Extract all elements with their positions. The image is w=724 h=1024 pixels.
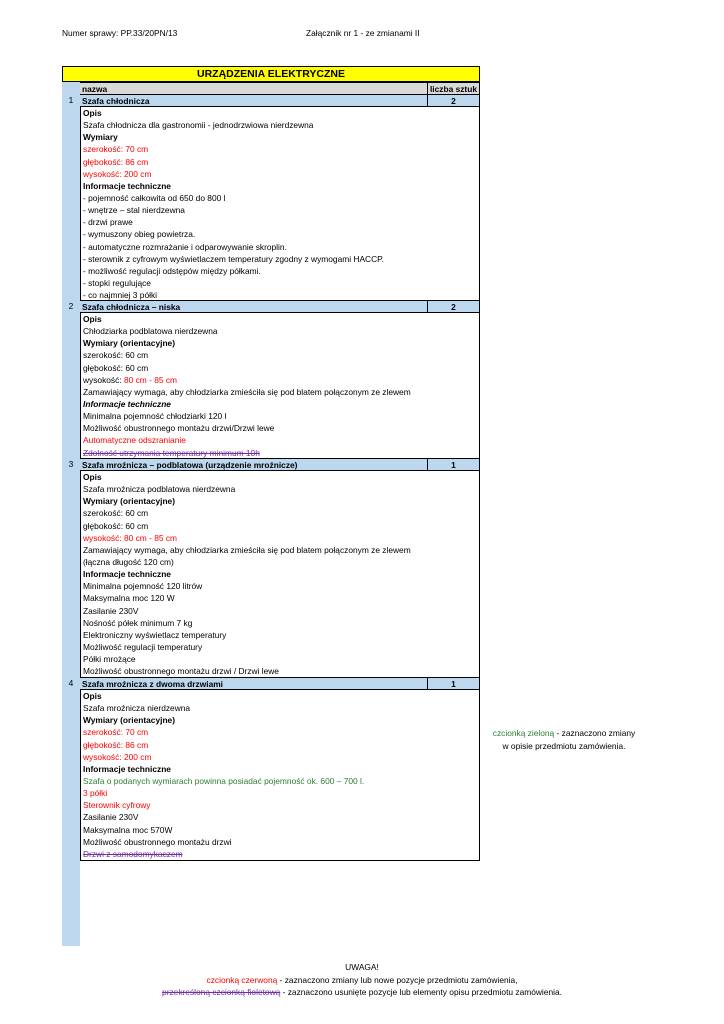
- description-line: (łączna długość 120 cm): [83, 556, 174, 567]
- item-description: [80, 107, 480, 301]
- description-line: Szafa mroźnicza nierdzewna: [83, 703, 191, 714]
- side-legend-note: [486, 727, 642, 752]
- item-quantity: 1: [427, 458, 480, 471]
- purple-font-label: przekreśloną czcionką fioletową: [162, 987, 281, 997]
- description-line: wysokość: 80 cm - 85 cm: [83, 532, 178, 543]
- description-line: Możliwość obustronnego montażu drzwi/Drzwi lewe: [83, 423, 275, 434]
- item-row: [62, 677, 480, 689]
- attachment-label: Załącznik nr 1 - ze zmianami II: [306, 28, 420, 38]
- description-line: Maksymalna moc 570W: [83, 824, 173, 835]
- item-name: Szafa mroźnicza z dwoma drzwiami: [80, 677, 427, 690]
- description-line: Minimalna pojemność chłodziarki 120 l: [83, 411, 227, 422]
- description-line: - pojemność całkowita od 650 do 800 l: [83, 192, 226, 203]
- description-line: Szafa o podanych wymiarach powinna posiadać pojemność ok. 600 – 700 l.: [83, 775, 365, 786]
- item-description: [80, 471, 480, 678]
- item-name: Szafa chłodnicza: [80, 94, 427, 107]
- description-line: Informacje techniczne: [83, 569, 171, 580]
- description-line: wysokość: 200 cm: [83, 168, 152, 179]
- description-line: Informacje techniczne: [83, 180, 171, 191]
- red-font-label: czcionką czerwoną: [206, 974, 278, 985]
- description-line: Zasilanie 230V: [83, 812, 139, 823]
- description-line: Automatyczne odszranianie: [83, 435, 186, 446]
- description-line: Zamawiający wymaga, aby chłodziarka zmieściła się pod blatem połączonym ze zlewem: [83, 386, 411, 397]
- description-line: - możliwość regulacji odstępów między półkami.: [83, 265, 261, 276]
- item-description: [80, 690, 480, 861]
- description-line: Opis: [83, 108, 102, 118]
- description-line: Szafa chłodnicza dla gastronomii - jednodrzwiowa nierdzewna: [83, 120, 314, 131]
- description-line: głębokość: 86 cm: [83, 739, 149, 750]
- description-line: - co najmniej 3 półki: [83, 290, 158, 301]
- description-line: Wymiary (orientacyjne): [83, 496, 176, 507]
- description-line: Informacje techniczne: [83, 763, 171, 774]
- description-line: Zdolność utrzymania temperatury minimum 10h: [83, 447, 260, 458]
- description-line: Minimalna pojemność 120 litrów: [83, 581, 203, 592]
- description-line: Chłodziarka podblatowa nierdzewna: [83, 326, 218, 337]
- side-note-text-2: w opisie przedmiotu zamówienia.: [502, 740, 626, 751]
- item-row: [62, 458, 480, 470]
- description-line: Możliwość obustronnego montażu drzwi: [83, 836, 232, 847]
- description-line: - wymuszony obieg powietrza.: [83, 229, 196, 240]
- footer-warning: UWAGA!: [345, 962, 379, 972]
- description-line: Opis: [83, 691, 102, 701]
- footer-legend: [62, 961, 662, 999]
- description-line: głębokość: 60 cm: [83, 362, 149, 373]
- description-line: Możliwość obustronnego montażu drzwi / Drzwi lewe: [83, 666, 279, 677]
- description-line: Wymiary (orientacyjne): [83, 715, 176, 726]
- description-line: Nośność półek minimum 7 kg: [83, 617, 193, 628]
- description-line: - drzwi prawe: [83, 217, 133, 228]
- description-line: głębokość: 86 cm: [83, 156, 149, 167]
- description-line: Szafa mroźnicza podblatowa nierdzewna: [83, 484, 236, 495]
- column-header-name: nazwa: [80, 82, 427, 95]
- description-line: Sterownik cyfrowy: [83, 800, 151, 811]
- footer-purple-text: - zaznaczono usunięte pozycje lub elementy opisu przedmiotu zamówienia.: [280, 987, 562, 997]
- description-line: Maksymalna moc 120 W: [83, 593, 175, 604]
- description-line: głębokość: 60 cm: [83, 520, 149, 531]
- description-line: - sterownik z cyfrowym wyświetlaczem temperatury zgodny z wymogami HACCP.: [83, 253, 384, 264]
- item-description: [80, 313, 480, 459]
- description-line: Wymiary: [83, 132, 118, 143]
- description-line: Zasilanie 230V: [83, 605, 139, 616]
- description-line: Opis: [83, 472, 102, 482]
- item-quantity: 1: [427, 677, 480, 690]
- column-header-row: [62, 82, 480, 94]
- case-number: Numer sprawy: PP.33/20PN/13: [62, 28, 178, 38]
- description-line: Elektroniczny wyświetlacz temperatury: [83, 629, 227, 640]
- description-line: - automatyczne rozmrażanie i odparowywanie skroplin.: [83, 241, 287, 252]
- description-line: Wymiary (orientacyjne): [83, 338, 176, 349]
- item-quantity: 2: [427, 94, 480, 107]
- description-line: 3 półki: [83, 788, 108, 799]
- description-line: Możliwość regulacji temperatury: [83, 641, 203, 652]
- description-line: wysokość: 200 cm: [83, 751, 152, 762]
- table-title: URZĄDZENIA ELEKTRYCZNE: [62, 66, 480, 82]
- description-line: Półki mrożące: [83, 654, 136, 665]
- description-line: - stopki regulujące: [83, 277, 151, 288]
- description-line: szerokość: 60 cm: [83, 350, 149, 361]
- description-line: Opis: [83, 314, 102, 324]
- description-line: wysokość: 80 cm - 85 cm: [83, 374, 178, 385]
- description-line: Drzwi z samodomykaczem: [83, 848, 183, 859]
- item-number: 3: [68, 459, 74, 469]
- number-column: [62, 82, 80, 946]
- side-note-text: - zaznaczono zmiany: [554, 728, 636, 738]
- item-row: [62, 300, 480, 312]
- description-line: szerokość: 70 cm: [83, 727, 149, 738]
- item-name: Szafa chłodnicza – niska: [80, 300, 427, 313]
- column-header-qty: liczba sztuk: [427, 82, 480, 95]
- description-line: Zamawiający wymaga, aby chłodziarka zmieściła się pod blatem połączonym ze zlewem: [83, 544, 411, 555]
- item-number: 2: [68, 301, 74, 311]
- description-line: Informacje techniczne: [83, 398, 171, 409]
- green-font-label: czcionką zieloną: [492, 728, 555, 738]
- description-line: szerokość: 60 cm: [83, 508, 149, 519]
- item-name: Szafa mroźnicza – podblatowa (urządzenie mroźnicze): [80, 458, 427, 471]
- item-row: [62, 94, 480, 106]
- item-number: 4: [68, 678, 74, 688]
- item-number: 1: [68, 95, 74, 105]
- footer-red-text: - zaznaczono zmiany lub nowe pozycje przedmiotu zamówienia,: [277, 974, 518, 985]
- description-line: szerokość: 70 cm: [83, 144, 149, 155]
- description-line: - wnętrze – stal nierdzewna: [83, 205, 185, 216]
- item-quantity: 2: [427, 300, 480, 313]
